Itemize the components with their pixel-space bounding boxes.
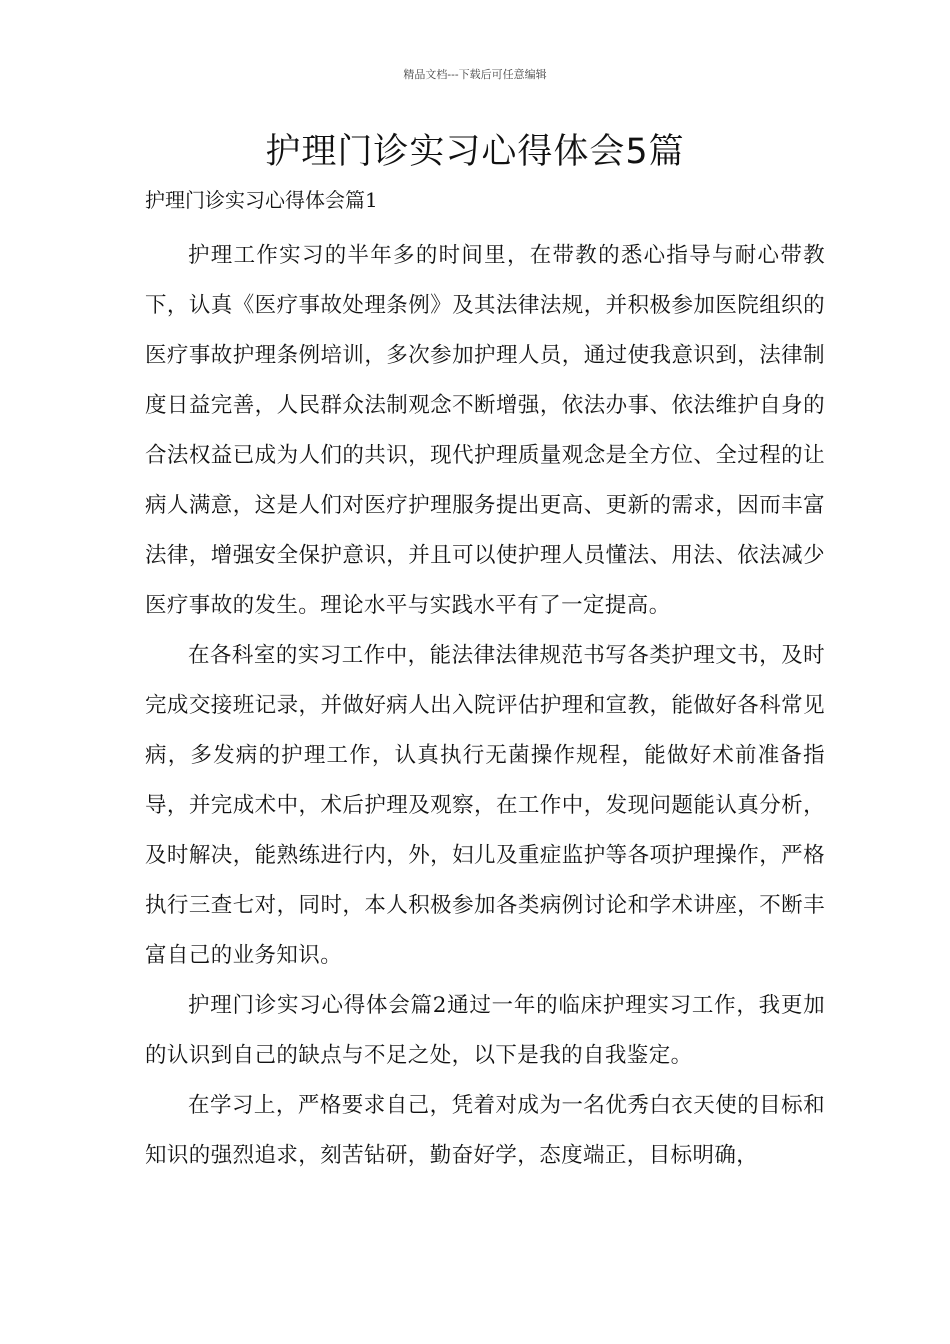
paragraph: 在各科室的实习工作中，能法律法律规范书写各类护理文书，及时完成交接班记录，并做好病人出入院评估护理和宣教，能做好各科常见病，多发病的护理工作，认真执行无菌操作规程，能做好术前准备指导，并完成术中，术后护理及观察，在工作中，发现问题能认真分析，及时解决，能熟练进行内，外，妇儿及重症监护等各项护理操作，严格执行三查七对，同时，本人积极参加各类病例讨论和学术讲座，不断丰富自己的业务知识。 [145,643,825,968]
paragraph: 在学习上，严格要求自己，凭着对成为一名优秀白衣天使的目标和知识的强烈追求，刻苦钻研，勤奋好学，态度端正，目标明确， [145,1093,825,1168]
section-heading: 护理门诊实习心得体会篇1 [145,188,378,212]
document-title: 护理门诊实习心得体会5篇 [265,132,685,172]
paragraph: 护理工作实习的半年多的时间里，在带教的悉心指导与耐心带教下，认真《医疗事故处理条例》及其法律法规，并积极参加医院组织的医疗事故护理条例培训，多次参加护理人员，通过使我意识到，法律制度日益完善，人民群众法制观念不断增强，依法办事、依法维护自身的合法权益已成为人们的共识，现代护理质量观念是全方位、全过程的让病人满意，这是人们对医疗护理服务提出更高、更新的需求，因而丰富法律，增强安全保护意识，并且可以使护理人员懂法、用法、依法减少医疗事故的发生。理论水平与实践水平有了一定提高。 [145,243,825,618]
header-note: 精品文档---下载后可任意编辑 [403,68,547,81]
paragraph: 护理门诊实习心得体会篇2通过一年的临床护理实习工作，我更加的认识到自己的缺点与不足之处，以下是我的自我鉴定。 [145,993,825,1068]
document-body [145,231,825,1181]
